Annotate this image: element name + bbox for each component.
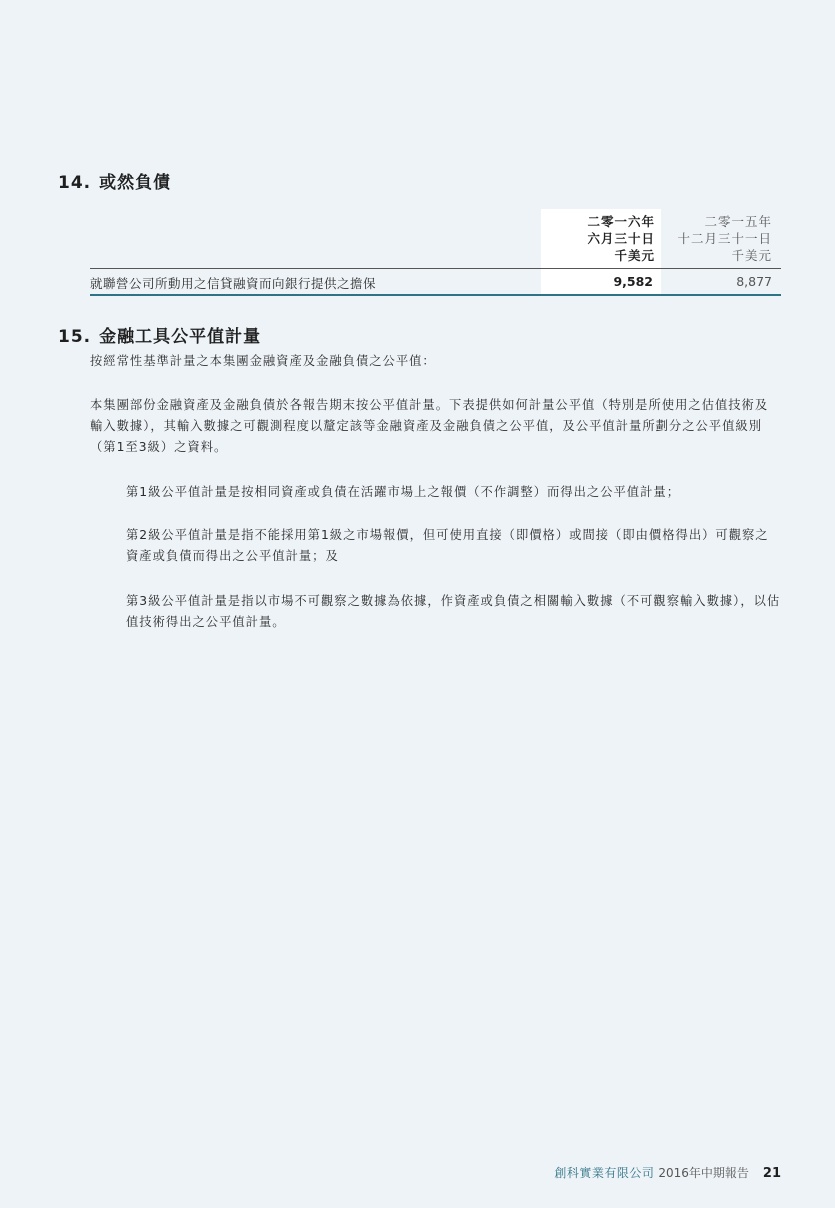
- footer-company: 創科實業有限公司: [554, 1166, 655, 1180]
- current-header-date: 六月三十日: [587, 231, 655, 246]
- level-3-description: 第3級公平值計量是指以市場不可觀察之數據為依據，作資產或負債之相關輸入數據（不可觀察輸入數據），以估值技術得出之公平值計量。: [126, 594, 781, 629]
- previous-header-year: 二零一五年: [704, 214, 772, 229]
- current-period-header: [541, 213, 655, 264]
- level-2-description: 第2級公平值計量是指不能採用第1級之市場報價，但可使用直接（即價格）或間接（即由價格得出）可觀察之資產或負債而得出之公平值計量；及: [126, 528, 769, 563]
- page-footer: [500, 1164, 781, 1181]
- previous-header-unit: 千美元: [731, 248, 772, 263]
- section-15-paragraph: 本集團部份金融資產及金融負債於各報告期末按公平值計量。下表提供如何計量公平值（特別是所使用之估值技術及輸入數據），其輸入數據之可觀測程度以釐定該等金融資產及金融負債之公平值，及公平值計量所劃分之公平值級別（第1至3級）之資料。: [90, 398, 769, 454]
- section-14-heading: [58, 168, 171, 193]
- current-header-year: 二零一六年: [587, 214, 655, 229]
- current-header-unit: 千美元: [614, 248, 655, 263]
- table-row-label: 就聯營公司所動用之信貸融資而向銀行提供之擔保: [90, 276, 377, 291]
- contingent-liabilities-table: [90, 209, 781, 299]
- section-15-number: 15.: [58, 327, 92, 347]
- section-15-title: 金融工具公平值計量: [99, 327, 262, 347]
- section-15-intro: 按經常性基準計量之本集團金融資產及金融負債之公平值：: [90, 354, 436, 368]
- previous-period-header: [670, 213, 772, 264]
- table-value-previous: 8,877: [736, 274, 772, 289]
- section-14-number: 14.: [58, 173, 92, 193]
- level-1-description: 第1級公平值計量是按相同資產或負債在活躍市場上之報價（不作調整）而得出之公平值計量；: [126, 485, 680, 499]
- page-number: 21: [762, 1166, 781, 1181]
- section-14-title: 或然負債: [99, 173, 172, 193]
- section-15-heading: [58, 322, 261, 347]
- table-header-rule: [90, 268, 781, 269]
- previous-header-date: 十二月三十一日: [677, 231, 772, 246]
- table-bottom-rule: [90, 294, 781, 296]
- table-value-current: 9,582: [613, 274, 653, 289]
- footer-report-title: 2016年中期報告: [658, 1166, 749, 1180]
